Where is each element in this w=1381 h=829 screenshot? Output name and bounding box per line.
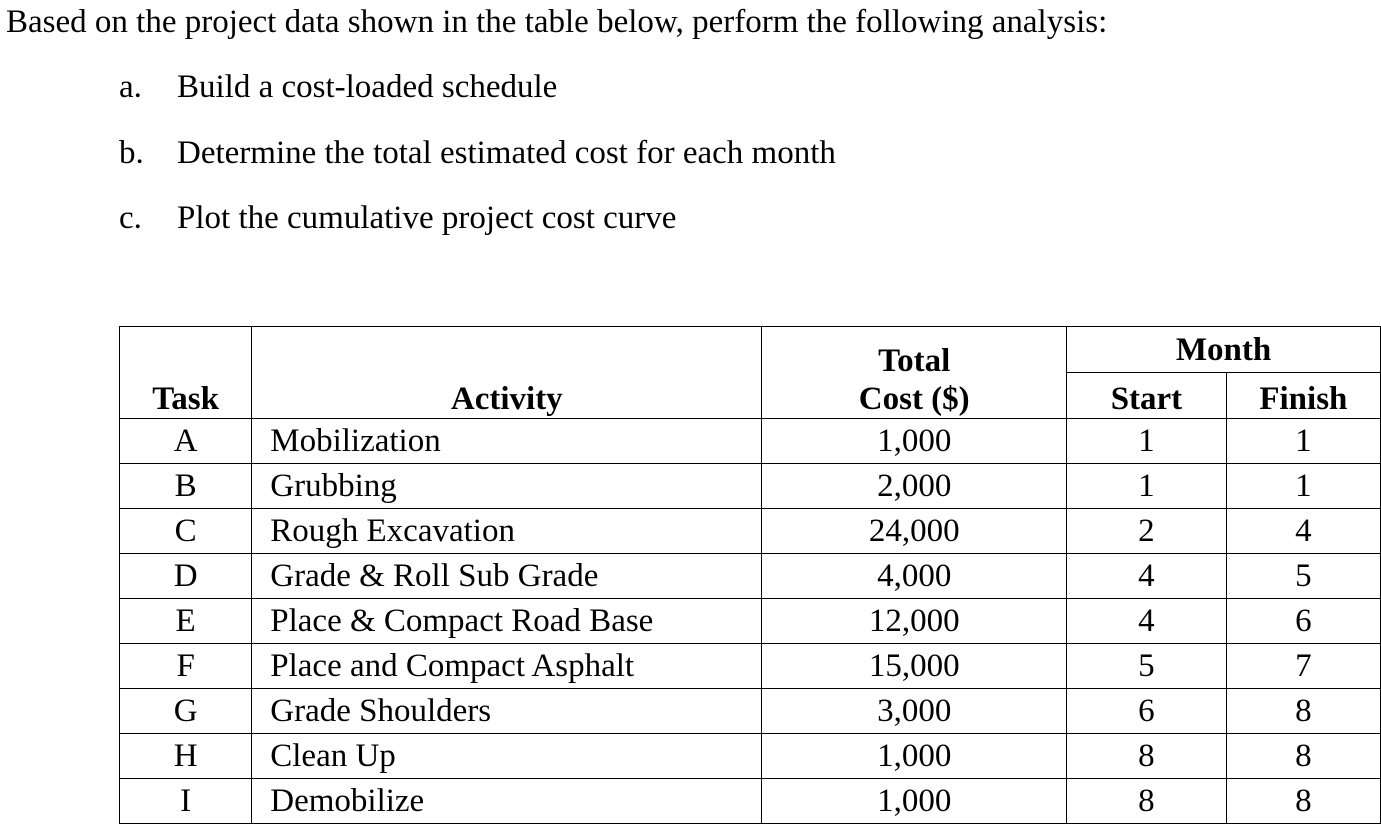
start-cell: 1 [1067, 464, 1227, 509]
task-cell: I [120, 779, 252, 824]
analysis-item-c [119, 198, 676, 238]
start-cell: 8 [1067, 779, 1227, 824]
item-text: Build a cost-loaded schedule [177, 69, 558, 105]
cost-cell: 4,000 [762, 554, 1067, 599]
cost-cell: 12,000 [762, 599, 1067, 644]
analysis-item-b [119, 133, 836, 173]
task-cell: G [120, 689, 252, 734]
table-row [120, 599, 1381, 644]
table-row [120, 554, 1381, 599]
intro-text: Based on the project data shown in the table below, perform the following analysis: [6, 4, 1108, 40]
header-activity: Activity [252, 327, 762, 419]
start-cell: 8 [1067, 734, 1227, 779]
header-task: Task [120, 327, 252, 419]
table-row [120, 509, 1381, 554]
header-cost-line1: Total [878, 343, 951, 379]
finish-cell: 8 [1226, 779, 1380, 824]
item-label: c. [119, 200, 142, 236]
start-cell: 6 [1067, 689, 1227, 734]
activity-cell: Demobilize [252, 779, 762, 824]
finish-cell: 8 [1226, 734, 1380, 779]
finish-cell: 4 [1226, 509, 1380, 554]
header-total-cost [762, 327, 1067, 419]
activity-cell: Place & Compact Road Base [252, 599, 762, 644]
cost-cell: 24,000 [762, 509, 1067, 554]
table-header-row [120, 327, 1381, 373]
activity-cell: Grade & Roll Sub Grade [252, 554, 762, 599]
activity-cell: Place and Compact Asphalt [252, 644, 762, 689]
header-month: Month [1067, 327, 1381, 373]
cost-cell: 15,000 [762, 644, 1067, 689]
task-cell: B [120, 464, 252, 509]
task-cell: E [120, 599, 252, 644]
item-label: b. [119, 135, 144, 171]
task-cell: D [120, 554, 252, 599]
finish-cell: 1 [1226, 419, 1380, 464]
activity-cell: Grade Shoulders [252, 689, 762, 734]
finish-cell: 6 [1226, 599, 1380, 644]
start-cell: 5 [1067, 644, 1227, 689]
start-cell: 1 [1067, 419, 1227, 464]
header-finish: Finish [1226, 373, 1380, 419]
table-row [120, 689, 1381, 734]
cost-cell: 1,000 [762, 779, 1067, 824]
finish-cell: 8 [1226, 689, 1380, 734]
table-row [120, 734, 1381, 779]
activity-cell: Grubbing [252, 464, 762, 509]
start-cell: 4 [1067, 554, 1227, 599]
item-text: Plot the cumulative project cost curve [177, 200, 677, 236]
cost-cell: 1,000 [762, 734, 1067, 779]
table-row [120, 779, 1381, 824]
header-start: Start [1067, 373, 1227, 419]
cost-cell: 3,000 [762, 689, 1067, 734]
task-cell: F [120, 644, 252, 689]
table-row [120, 464, 1381, 509]
analysis-item-a [119, 67, 557, 107]
finish-cell: 1 [1226, 464, 1380, 509]
cost-cell: 2,000 [762, 464, 1067, 509]
activity-cell: Rough Excavation [252, 509, 762, 554]
activity-cell: Clean Up [252, 734, 762, 779]
item-text: Determine the total estimated cost for each month [177, 135, 836, 171]
table-row [120, 419, 1381, 464]
header-cost-line2: Cost ($) [858, 381, 970, 417]
cost-cell: 1,000 [762, 419, 1067, 464]
finish-cell: 5 [1226, 554, 1380, 599]
task-cell: C [120, 509, 252, 554]
table-row [120, 644, 1381, 689]
activity-cell: Mobilization [252, 419, 762, 464]
finish-cell: 7 [1226, 644, 1380, 689]
task-cell: A [120, 419, 252, 464]
item-label: a. [119, 69, 142, 105]
start-cell: 2 [1067, 509, 1227, 554]
start-cell: 4 [1067, 599, 1227, 644]
task-cell: H [120, 734, 252, 779]
project-table [119, 326, 1381, 824]
